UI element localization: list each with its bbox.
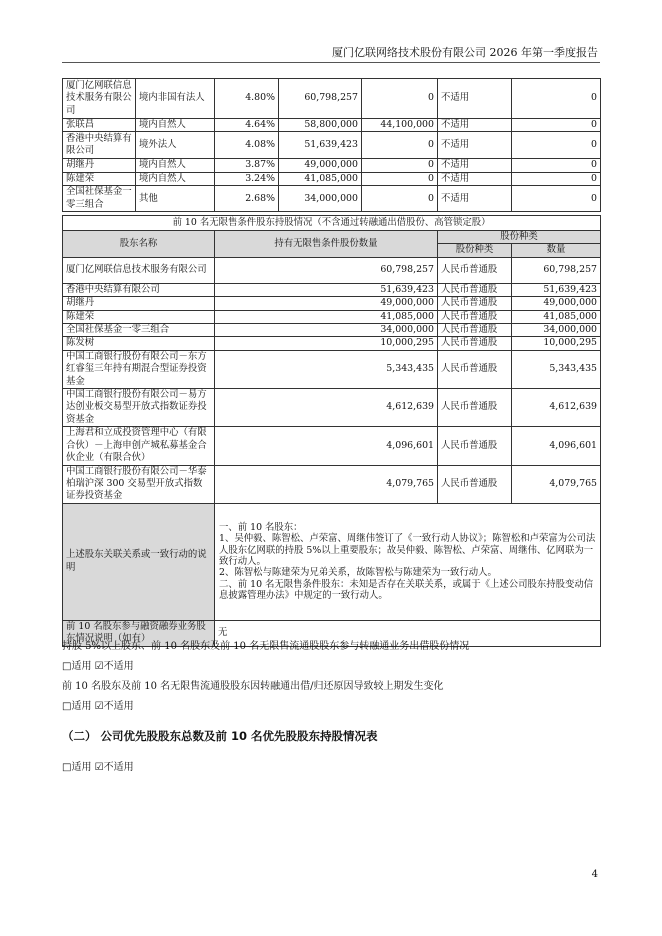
share-type: 人民币普通股 (438, 389, 512, 427)
table-row (63, 172, 601, 185)
unrestricted-qty: 10,000,295 (215, 337, 438, 350)
table-row (63, 427, 601, 465)
shareholder-name: 胡继丹 (63, 297, 215, 310)
holding-qty: 51,639,423 (279, 132, 362, 159)
pledge-qty: 0 (512, 79, 601, 119)
col-share-type-group: 股份种类 (438, 231, 601, 244)
col-shareholder-name: 股东名称 (63, 231, 215, 258)
shareholder-nature: 其他 (136, 186, 215, 212)
holding-percent: 4.64% (215, 119, 279, 132)
restricted-qty: 0 (362, 79, 438, 119)
share-type: 人民币普通股 (438, 297, 512, 310)
share-type: 人民币普通股 (438, 465, 512, 503)
restricted-qty: 0 (362, 186, 438, 212)
table-row (63, 350, 601, 388)
unrestricted-qty: 34,000,000 (215, 324, 438, 337)
table-row (63, 337, 601, 350)
share-type: 人民币普通股 (438, 257, 512, 283)
share-type: 人民币普通股 (438, 427, 512, 465)
unrestricted-qty: 49,000,000 (215, 297, 438, 310)
share-type: 人民币普通股 (438, 337, 512, 350)
top10-shareholders-table (62, 78, 601, 212)
holding-qty: 60,798,257 (279, 79, 362, 119)
pledge-qty: 0 (512, 159, 601, 172)
table-row (63, 159, 601, 172)
table-row (63, 310, 601, 323)
holding-qty: 58,800,000 (279, 119, 362, 132)
pledge-qty: 0 (512, 132, 601, 159)
holding-percent: 2.68% (215, 186, 279, 212)
holding-percent: 4.80% (215, 79, 279, 119)
table-row (63, 465, 601, 503)
shareholder-name: 厦门亿网联信息技术服务有限公司 (63, 257, 215, 283)
table-row (63, 132, 601, 159)
unrestricted-qty: 4,612,639 (215, 389, 438, 427)
relation-line: 2、陈智松与陈建荣为兄弟关系，故陈智松与陈建荣为一致行动人。 (219, 567, 497, 579)
shareholder-name: 香港中央结算有限公司 (63, 283, 215, 296)
page-number: 4 (591, 869, 598, 880)
option-preferred: □适用 ☑不适用 (62, 762, 134, 773)
pledge-qty: 0 (512, 186, 601, 212)
holding-percent: 3.87% (215, 159, 279, 172)
note-change: 前 10 名股东及前 10 名无限售流通股股东因转融通出借/归还原因导致较上期发生变化 (62, 681, 444, 692)
holding-qty: 41,085,000 (279, 172, 362, 185)
pledge-status: 不适用 (438, 172, 512, 185)
restricted-qty: 44,100,000 (362, 119, 438, 132)
relation-note (215, 503, 601, 620)
unrestricted-title: 前 10 名无限售条件股东持股情况（不含通过转融通出借股份、高管锁定股） (63, 216, 601, 231)
shareholder-name: 全国社保基金一零三组合 (63, 324, 215, 337)
option-change: □适用 ☑不适用 (62, 701, 134, 712)
unrestricted-qty: 4,096,601 (215, 427, 438, 465)
relation-label: 上述股东关联关系或一致行动的说明 (63, 503, 215, 620)
holding-qty: 49,000,000 (279, 159, 362, 172)
share-type: 人民币普通股 (438, 310, 512, 323)
col-share-type: 股份种类 (438, 244, 512, 257)
restricted-qty: 0 (362, 172, 438, 185)
unrestricted-qty: 60,798,257 (215, 257, 438, 283)
share-type-qty: 4,612,639 (512, 389, 601, 427)
relation-line: 一、前 10 名股东： (219, 521, 303, 533)
share-type-qty: 4,079,765 (512, 465, 601, 503)
share-type-qty: 49,000,000 (512, 297, 601, 310)
shareholder-name: 上海君和立成投资管理中心（有限合伙）－上海申创产城私募基金合伙企业（有限合伙） (63, 427, 215, 465)
restricted-qty: 0 (362, 159, 438, 172)
share-type: 人民币普通股 (438, 324, 512, 337)
unrestricted-qty: 41,085,000 (215, 310, 438, 323)
option-lending: □适用 ☑不适用 (62, 661, 134, 672)
relation-line: 1、吴仲毅、陈智松、卢荣富、周继伟签订了《一致行动人协议》；陈智松和卢荣富为公司法人股东亿网联的持股 5%以上重要股东；故吴仲毅、陈智松、卢荣富、周继伟、亿网联为一致行动人。 (219, 533, 596, 568)
section-preferred-shares: （二） 公司优先股股东总数及前 10 名优先股股东持股情况表 (62, 729, 378, 743)
unrestricted-qty: 4,079,765 (215, 465, 438, 503)
col-unrestricted-qty: 持有无限售条件股份数量 (215, 231, 438, 258)
table-row (63, 257, 601, 283)
shareholder-name: 陈建荣 (63, 172, 136, 185)
table-row (63, 119, 601, 132)
unrestricted-qty: 51,639,423 (215, 283, 438, 296)
shareholder-nature: 境外法人 (136, 132, 215, 159)
shareholder-name: 全国社保基金一零三组合 (63, 186, 136, 212)
shareholder-name: 胡继丹 (63, 159, 136, 172)
relation-line: 二、前 10 名无限售条件股东：未知是否存在关联关系，或属于《上述公司股东持股变动信息披露管理办法》中规定的一致行动人。 (219, 578, 594, 602)
unrestricted-shareholders-table (62, 215, 601, 647)
share-type-qty: 4,096,601 (512, 427, 601, 465)
col-share-type-qty: 数量 (512, 244, 601, 257)
share-type-qty: 60,798,257 (512, 257, 601, 283)
restricted-qty: 0 (362, 132, 438, 159)
share-type: 人民币普通股 (438, 350, 512, 388)
pledge-status: 不适用 (438, 132, 512, 159)
margin-trading-label: 前 10 名股东参与融资融券业务股东情况说明（如有） (63, 620, 215, 646)
report-header: 厦门亿联网络技术股份有限公司 2026 年第一季度报告 (332, 46, 598, 59)
share-type-qty: 5,343,435 (512, 350, 601, 388)
shareholder-name: 厦门亿网联信息技术服务有限公司 (63, 79, 136, 119)
share-type-qty: 10,000,295 (512, 337, 601, 350)
share-type: 人民币普通股 (438, 283, 512, 296)
shareholder-name: 中国工商银行股份有限公司－易方达创业板交易型开放式指数证券投资基金 (63, 389, 215, 427)
shareholder-name: 中国工商银行股份有限公司－华泰柏瑞沪深 300 交易型开放式指数证券投资基金 (63, 465, 215, 503)
holding-percent: 4.08% (215, 132, 279, 159)
table-row (63, 389, 601, 427)
note-lending: 持股 5%以上股东、前 10 名股东及前 10 名无限售流通股股东参与转融通业务出借股份情况 (62, 641, 470, 652)
table-row (63, 186, 601, 212)
shareholder-name: 中国工商银行股份有限公司－东方红睿玺三年持有期混合型证券投资基金 (63, 350, 215, 388)
shareholder-name: 陈发树 (63, 337, 215, 350)
shareholder-nature: 境内非国有法人 (136, 79, 215, 119)
pledge-status: 不适用 (438, 119, 512, 132)
table-row (63, 283, 601, 296)
holding-percent: 3.24% (215, 172, 279, 185)
pledge-qty: 0 (512, 172, 601, 185)
margin-trading-value: 无 (215, 620, 601, 646)
shareholder-nature: 境内自然人 (136, 119, 215, 132)
unrestricted-qty: 5,343,435 (215, 350, 438, 388)
pledge-status: 不适用 (438, 159, 512, 172)
header-rule (62, 62, 600, 63)
shareholder-name: 香港中央结算有限公司 (63, 132, 136, 159)
table-row (63, 79, 601, 119)
holding-qty: 34,000,000 (279, 186, 362, 212)
share-type-qty: 51,639,423 (512, 283, 601, 296)
pledge-status: 不适用 (438, 79, 512, 119)
share-type-qty: 34,000,000 (512, 324, 601, 337)
share-type-qty: 41,085,000 (512, 310, 601, 323)
shareholder-nature: 境内自然人 (136, 172, 215, 185)
shareholder-name: 张联昌 (63, 119, 136, 132)
shareholder-name: 陈建荣 (63, 310, 215, 323)
pledge-qty: 0 (512, 119, 601, 132)
pledge-status: 不适用 (438, 186, 512, 212)
table-row (63, 324, 601, 337)
shareholder-nature: 境内自然人 (136, 159, 215, 172)
table-row (63, 297, 601, 310)
